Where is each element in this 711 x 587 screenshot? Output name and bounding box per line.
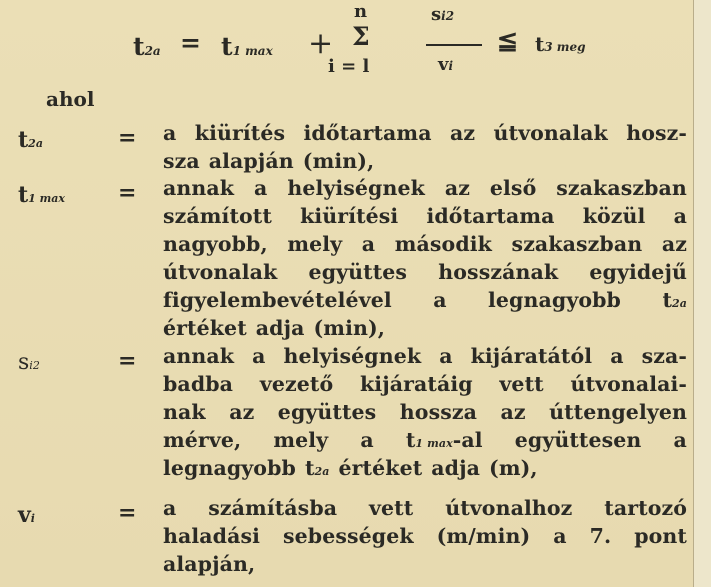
word: a xyxy=(361,232,376,256)
word: adja xyxy=(255,316,305,340)
formula xyxy=(0,0,700,95)
word: vezető xyxy=(259,372,334,396)
definition-line xyxy=(163,552,687,578)
word: hosz- xyxy=(626,121,687,145)
definition-line xyxy=(163,176,687,202)
word: t2a xyxy=(304,456,330,480)
word: legnagyobb xyxy=(488,288,621,312)
symbol-t1max: t1 max xyxy=(18,182,65,208)
ahol-label: ahol xyxy=(46,87,95,111)
word: a xyxy=(433,288,447,312)
word: számított xyxy=(163,204,272,228)
word: kijáratától xyxy=(470,344,593,368)
definition-line xyxy=(163,400,687,426)
word: alapján xyxy=(208,149,294,173)
fraction-bar xyxy=(426,44,482,46)
word: helyiségnek xyxy=(283,344,422,368)
inline-subscript: 2a xyxy=(672,297,687,310)
word: úttengelyen xyxy=(549,400,687,424)
word: sebességek xyxy=(282,524,414,548)
equals-sign: = xyxy=(118,180,137,206)
word: kijáratáig xyxy=(360,372,473,396)
definition-line xyxy=(163,260,687,286)
definition-line xyxy=(163,149,687,175)
equals-sign: = xyxy=(118,125,137,151)
definition-line xyxy=(163,204,687,230)
word: t2a xyxy=(662,288,687,312)
word: alapján, xyxy=(163,552,256,576)
word: értéket xyxy=(338,456,423,480)
word: a xyxy=(439,344,453,368)
word: időtartama xyxy=(303,121,432,145)
word: számításba xyxy=(208,496,338,520)
word: egyidejű xyxy=(589,260,687,284)
formula-lhs: t2a xyxy=(133,32,161,61)
word: kiürítési xyxy=(300,204,399,228)
word: t1 max-al xyxy=(405,428,483,452)
word: útvonalak xyxy=(163,260,278,284)
word: közül xyxy=(582,204,646,228)
word: sza- xyxy=(641,344,687,368)
word: útvonalhoz xyxy=(445,496,573,520)
formula-denominator: vi xyxy=(438,54,454,75)
word: badba xyxy=(163,372,234,396)
word: annak xyxy=(163,344,235,368)
definition-line xyxy=(163,288,687,314)
word: a xyxy=(673,204,687,228)
definition-line xyxy=(163,121,687,147)
definition-line xyxy=(163,456,687,482)
word: (min), xyxy=(302,149,375,173)
symbol-t2a: t2a xyxy=(18,127,43,153)
definition-line xyxy=(163,232,687,258)
inline-subscript: 1 max xyxy=(415,437,453,450)
definition-line xyxy=(163,496,687,522)
word: együttesen xyxy=(514,428,642,452)
word: értéket xyxy=(163,316,247,340)
formula-sum-lower: i = l xyxy=(328,56,370,77)
word: mely xyxy=(273,428,329,452)
word: az xyxy=(449,121,476,145)
word: a xyxy=(673,428,687,452)
word: nak xyxy=(163,400,206,424)
word: együttes xyxy=(308,260,408,284)
definition-line xyxy=(163,428,687,454)
equals-sign: = xyxy=(118,500,137,526)
symbol-si2: si2 xyxy=(18,350,40,375)
word: a xyxy=(254,176,268,200)
word: a xyxy=(163,121,177,145)
word: a xyxy=(553,524,567,548)
word: kiürítés xyxy=(194,121,286,145)
word: második xyxy=(394,232,492,256)
definition-line xyxy=(163,372,687,398)
definition-line xyxy=(163,316,687,342)
word: útvonalak xyxy=(493,121,608,145)
word: vett xyxy=(369,496,414,520)
word: legnagyobb xyxy=(163,456,296,480)
formula-plus: + xyxy=(308,26,334,61)
formula-equals: = xyxy=(180,28,201,57)
word: első xyxy=(489,176,537,200)
word: tartozó xyxy=(604,496,687,520)
word: figyelembevételével xyxy=(163,288,392,312)
formula-rhs: t3 meg xyxy=(535,32,586,56)
definition-line xyxy=(163,344,687,370)
word: együttes xyxy=(277,400,377,424)
word: a xyxy=(252,344,266,368)
word: hossza xyxy=(399,400,477,424)
word: helyiségnek xyxy=(287,176,425,200)
inline-subscript: 2a xyxy=(314,465,330,478)
word: (m), xyxy=(489,456,538,480)
word: sza xyxy=(163,149,200,173)
word: vett xyxy=(499,372,544,396)
word: időtartama xyxy=(426,204,555,228)
word: adja xyxy=(431,456,481,480)
formula-sum-upper: n xyxy=(354,1,368,22)
symbol-vi: vi xyxy=(18,502,35,528)
formula-numerator: si2 xyxy=(431,4,455,25)
word: (min), xyxy=(313,316,386,340)
word: 7. xyxy=(589,524,612,548)
word: szakaszban xyxy=(511,232,643,256)
word: a xyxy=(360,428,374,452)
word: pont xyxy=(634,524,687,548)
formula-sum-sign: Σ xyxy=(352,22,370,51)
word: az xyxy=(444,176,470,200)
definition-line xyxy=(163,524,687,550)
word: haladási xyxy=(163,524,261,548)
word: hosszának xyxy=(438,260,559,284)
word: az xyxy=(500,400,526,424)
equals-sign: = xyxy=(118,348,137,374)
word: (m/min) xyxy=(436,524,531,548)
formula-leq: ≦ xyxy=(497,26,518,55)
word: szakaszban xyxy=(556,176,687,200)
word: annak xyxy=(163,176,235,200)
word: az xyxy=(229,400,255,424)
word: útvonalai- xyxy=(570,372,687,396)
word: az xyxy=(661,232,687,256)
word: a xyxy=(610,344,624,368)
word: mérve, xyxy=(163,428,242,452)
word: mely xyxy=(287,232,343,256)
word: nagyobb, xyxy=(163,232,268,256)
formula-t1max: t1 max xyxy=(221,32,273,61)
word: a xyxy=(163,496,177,520)
